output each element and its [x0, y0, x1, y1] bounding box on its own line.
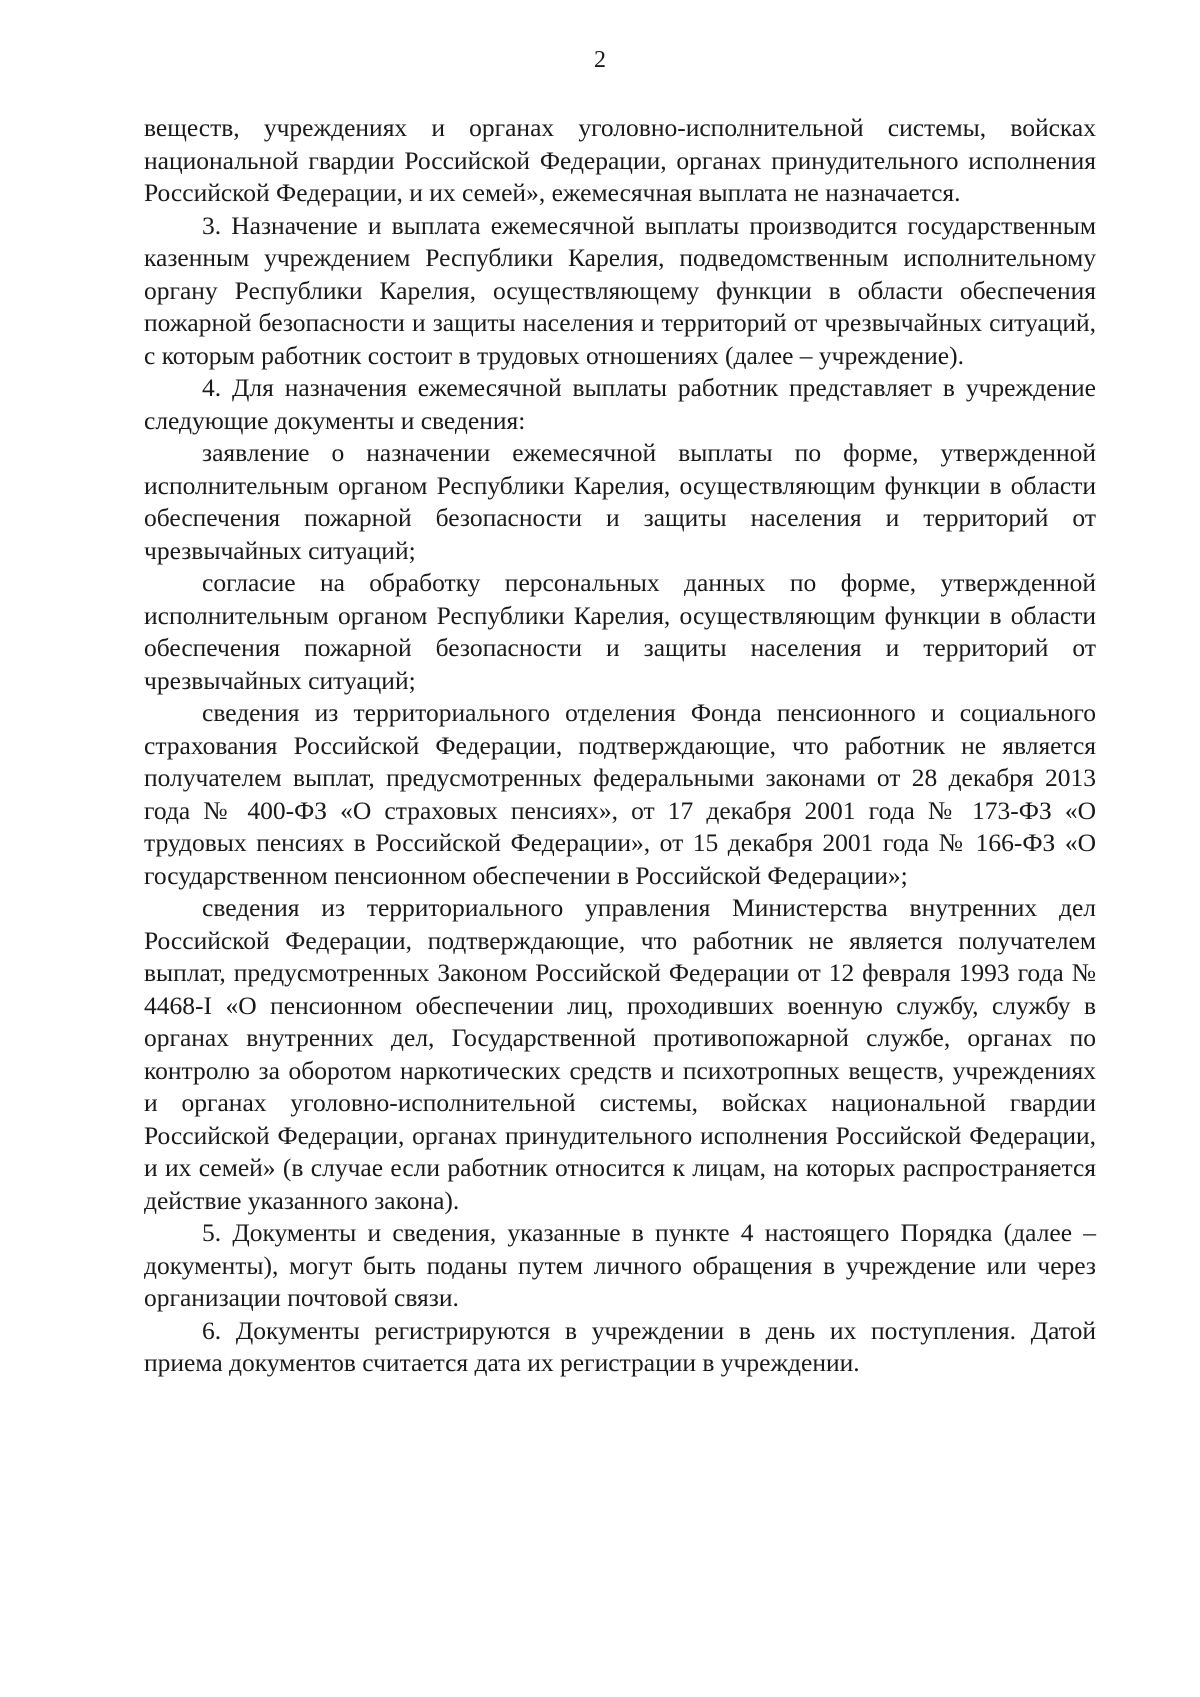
paragraph-item-4: 4. Для назначения ежемесячной выплаты работник представляет в учреждение следующие документы и сведения:: [144, 373, 1096, 435]
paragraph-pension-fund-info: сведения из территориального отделения Фонда пенсионного и социального страхования Российской Федерации, подтверждающие, что работник не является получателем выплат, предусмотренных федеральными законами от 28 декабря 2013 года № 400-ФЗ «О страховых пенсиях», от 17 декабря 2001 года № 173-ФЗ «О трудовых пенсиях в Российской Федерации», от 15 декабря 2001 года № 166-ФЗ «О государственном пенсионном обеспечении в Российской Федерации»;: [144, 698, 1096, 890]
paragraph-consent: согласие на обработку персональных данных по форме, утвержденной исполнительным органом Республики Карелия, осуществляющим функции в области обеспечения пожарной безопасности и защиты населения и территорий от чрезвычайных ситуаций;: [144, 568, 1096, 695]
paragraph-item-6: 6. Документы регистрируются в учреждении в день их поступления. Датой приема документов считается дата их регистрации в учреждении.: [144, 1315, 1096, 1377]
paragraph-item-3: 3. Назначение и выплата ежемесячной выплаты производится государственным казенным учреждением Республики Карелия, подведомственным исполнительному органу Республики Карелия, осуществляющему функции в области обеспечения пожарной безопасности и защиты населения и территорий от чрезвычайных ситуаций, с которым работник состоит в трудовых отношениях (далее – учреждение).: [144, 210, 1096, 370]
document-body: [144, 112, 1096, 1380]
paragraph-application: заявление о назначении ежемесячной выплаты по форме, утвержденной исполнительным органом Республики Карелия, осуществляющим функции в области обеспечения пожарной безопасности и защиты населения и территорий от чрезвычайных ситуаций;: [144, 438, 1096, 565]
page-number: 2: [594, 47, 606, 73]
paragraph-item-5: 5. Документы и сведения, указанные в пункте 4 настоящего Порядка (далее – документы), могут быть поданы путем личного обращения в учреждение или через организации почтовой связи.: [144, 1218, 1096, 1312]
paragraph-interior-ministry-info: сведения из территориального управления Министерства внутренних дел Российской Федерации, подтверждающие, что работник не является получателем выплат, предусмотренных Законом Российской Федерации от 12 февраля 1993 года № 4468-I «О пенсионном обеспечении лиц, проходивших военную службу, службу в органах внутренних дел, Государственной противопожарной службе, органах по контролю за оборотом наркотических средств и психотропных веществ, учреждениях и органах уголовно-исполнительной системы, войсках национальной гвардии Российской Федерации, органах принудительного исполнения Российской Федерации, и их семей» (в случае если работник относится к лицам, на которых распространяется действие указанного закона).: [144, 893, 1096, 1215]
paragraph-continuation: веществ, учреждениях и органах уголовно-исполнительной системы, войсках национальной гвардии Российской Федерации, органах принудительного исполнения Российской Федерации, и их семей», ежемесячная выплата не назначается.: [144, 113, 1096, 207]
